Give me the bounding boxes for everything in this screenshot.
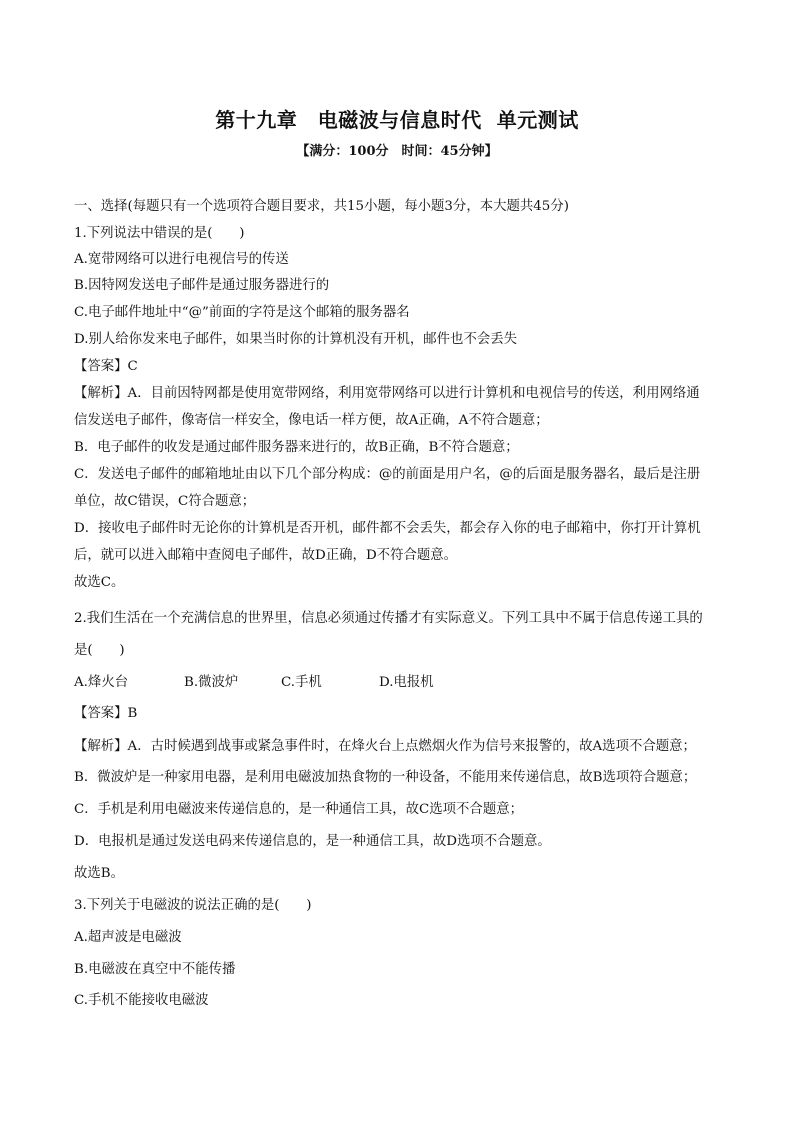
- q2-options-row: [74, 674, 574, 692]
- q2-analysis-line: C．手机是利用电磁波来传递信息的，是一种通信工具，故C选项不合题意；: [74, 802, 523, 817]
- q2-option-c: C.手机: [281, 675, 322, 690]
- q1-option-a: A.宽带网络可以进行电视信号的传送: [74, 252, 289, 267]
- q1-analysis-line: B．电子邮件的收发是通过邮件服务器来进行的，故B正确，B不符合题意；: [74, 440, 519, 455]
- q2-stem-continued: 是( ): [74, 643, 125, 658]
- q1-answer: 【答案】C: [74, 359, 138, 374]
- q1-analysis-line: 【解析】A．目前因特网都是使用宽带网络，利用宽带网络可以进行计算机和电视信号的传送，利用网络通: [74, 386, 700, 401]
- q1-analysis-line: 信发送电子邮件，像寄信一样安全，像电话一样方便，故A正确，A不符合题意；: [74, 413, 549, 428]
- q2-option-a: A.烽火台: [74, 675, 129, 690]
- q1-stem: 1.下列说法中错误的是( ): [74, 226, 245, 241]
- q1-conclusion: 故选C。: [74, 575, 125, 590]
- q1-option-d: D.别人给你发来电子邮件，如果当时你的计算机没有开机，邮件也不会丢失: [74, 332, 518, 347]
- q1-analysis-line: C．发送电子邮件的邮箱地址由以下几个部分构成：@的前面是用户名，@的后面是服务器名，最后是注册: [74, 467, 701, 482]
- q2-analysis-line: D．电报机是通过发送电码来传递信息的，是一种通信工具，故D选项不合题意。: [74, 834, 551, 849]
- q2-conclusion: 故选B。: [74, 866, 125, 881]
- q1-analysis-line: 后，就可以进入邮箱中查阅电子邮件，故D正确，D不符合题意。: [74, 548, 458, 563]
- q1-analysis-line: D．接收电子邮件时无论你的计算机是否开机，邮件都不会丢失，都会存入你的电子邮箱中，你打开计算机: [74, 521, 701, 536]
- score-time-info: 【满分：100分 时间：45分钟】: [296, 144, 498, 159]
- q1-analysis-line: 单位，故C错误，C符合题意；: [74, 494, 256, 509]
- q2-stem: 2.我们生活在一个充满信息的世界里，信息必须通过传播才有实际意义。下列工具中不属于信息传递工具的: [74, 611, 703, 626]
- q3-option-c: C.手机不能接收电磁波: [74, 993, 209, 1008]
- q1-option-b: B.因特网发送电子邮件是通过服务器进行的: [74, 278, 330, 293]
- q3-stem: 3.下列关于电磁波的说法正确的是( ): [74, 898, 312, 913]
- q2-analysis-line: B．微波炉是一种家用电器，是利用电磁波加热食物的一种设备，不能用来传递信息，故B选项符合题意；: [74, 770, 697, 785]
- q3-option-a: A.超声波是电磁波: [74, 930, 182, 945]
- section-heading: 一、选择(每题只有一个选项符合题目要求，共15小题，每小题3分，本大题共45分): [74, 199, 569, 214]
- q2-option-b: B.微波炉: [184, 675, 239, 690]
- q3-option-b: B.电磁波在真空中不能传播: [74, 962, 236, 977]
- q2-analysis-line: 【解析】A．古时候遇到战事或紧急事件时，在烽火台上点燃烟火作为信号来报警的，故A选项不合题意；: [74, 739, 696, 754]
- q2-answer: 【答案】B: [74, 706, 138, 721]
- q1-option-c: C.电子邮件地址中“@”前面的字符是这个邮箱的服务器名: [74, 305, 410, 320]
- q2-option-d: D.电报机: [379, 675, 434, 690]
- page-title: 第十九章 电磁波与信息时代 单元测试: [215, 108, 579, 132]
